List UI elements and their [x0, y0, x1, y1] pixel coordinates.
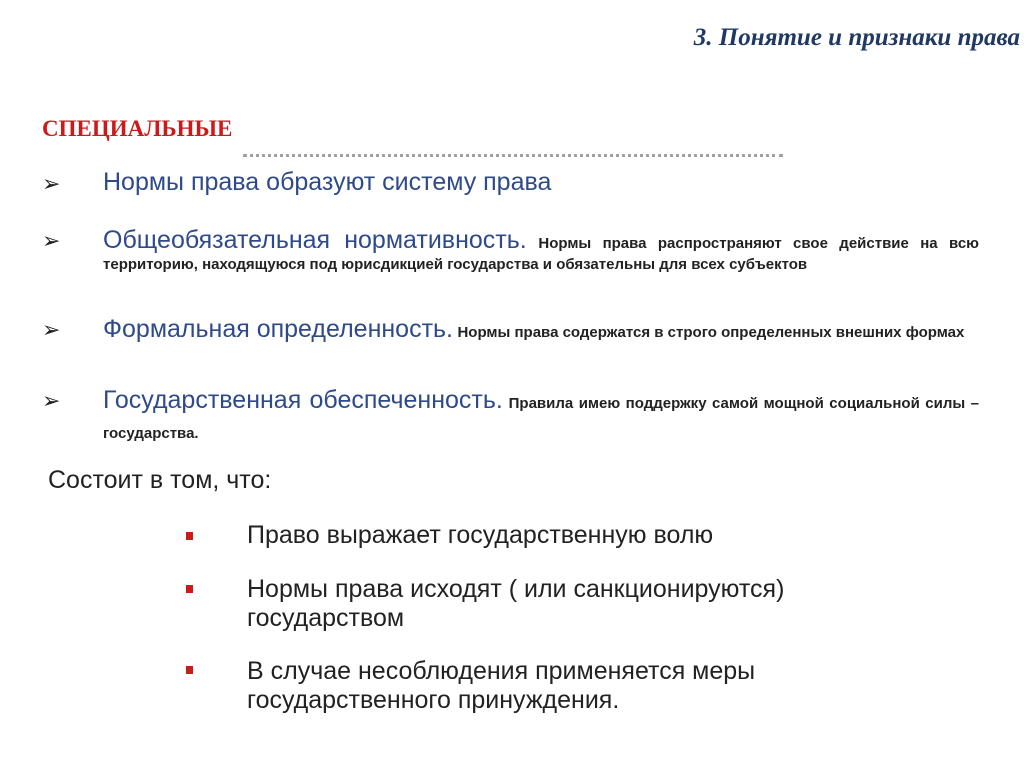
- consists-label: Состоит в том, что:: [48, 466, 272, 494]
- sub-list-item: В случае несоблюдения применяется меры государственного принуждения.: [247, 657, 756, 714]
- item-description: Нормы права распространяют свое действие на всю территорию, находящуюся под юрисдикцией государства и обязательны для всех субъектов: [103, 235, 979, 273]
- sub-list-item: Право выражает государственную волю: [247, 521, 714, 549]
- item-description: Нормы права содержатся в строго определенных внешних формах: [457, 324, 965, 341]
- item-term: Общеобязательная нормативность.: [103, 226, 527, 254]
- item-term: Формальная определенность.: [103, 315, 453, 343]
- list-item: [103, 314, 979, 344]
- arrow-bullet-icon: ➢: [42, 171, 61, 196]
- square-bullet-icon: [186, 666, 193, 674]
- square-bullet-icon: [186, 585, 193, 593]
- slide-title: 3. Понятие и признаки права: [693, 24, 1020, 51]
- list-item: [103, 225, 979, 274]
- square-bullet-icon: [186, 532, 193, 540]
- arrow-bullet-icon: ➢: [42, 388, 61, 413]
- item-description: Правила имею поддержку самой мощной социальной силы – государства.: [103, 395, 980, 442]
- sub-list-item: Нормы права исходят ( или санкционируются) государством: [247, 575, 785, 632]
- list-item: [103, 385, 979, 449]
- arrow-bullet-icon: ➢: [42, 317, 61, 342]
- section-heading: СПЕЦИАЛЬНЫЕ: [42, 116, 233, 141]
- item-term: Государственная обеспеченность.: [103, 386, 503, 414]
- item-term: Нормы права образуют систему права: [103, 168, 552, 196]
- list-item: [103, 168, 979, 197]
- arrow-bullet-icon: ➢: [42, 228, 61, 253]
- dotted-divider: [243, 154, 783, 157]
